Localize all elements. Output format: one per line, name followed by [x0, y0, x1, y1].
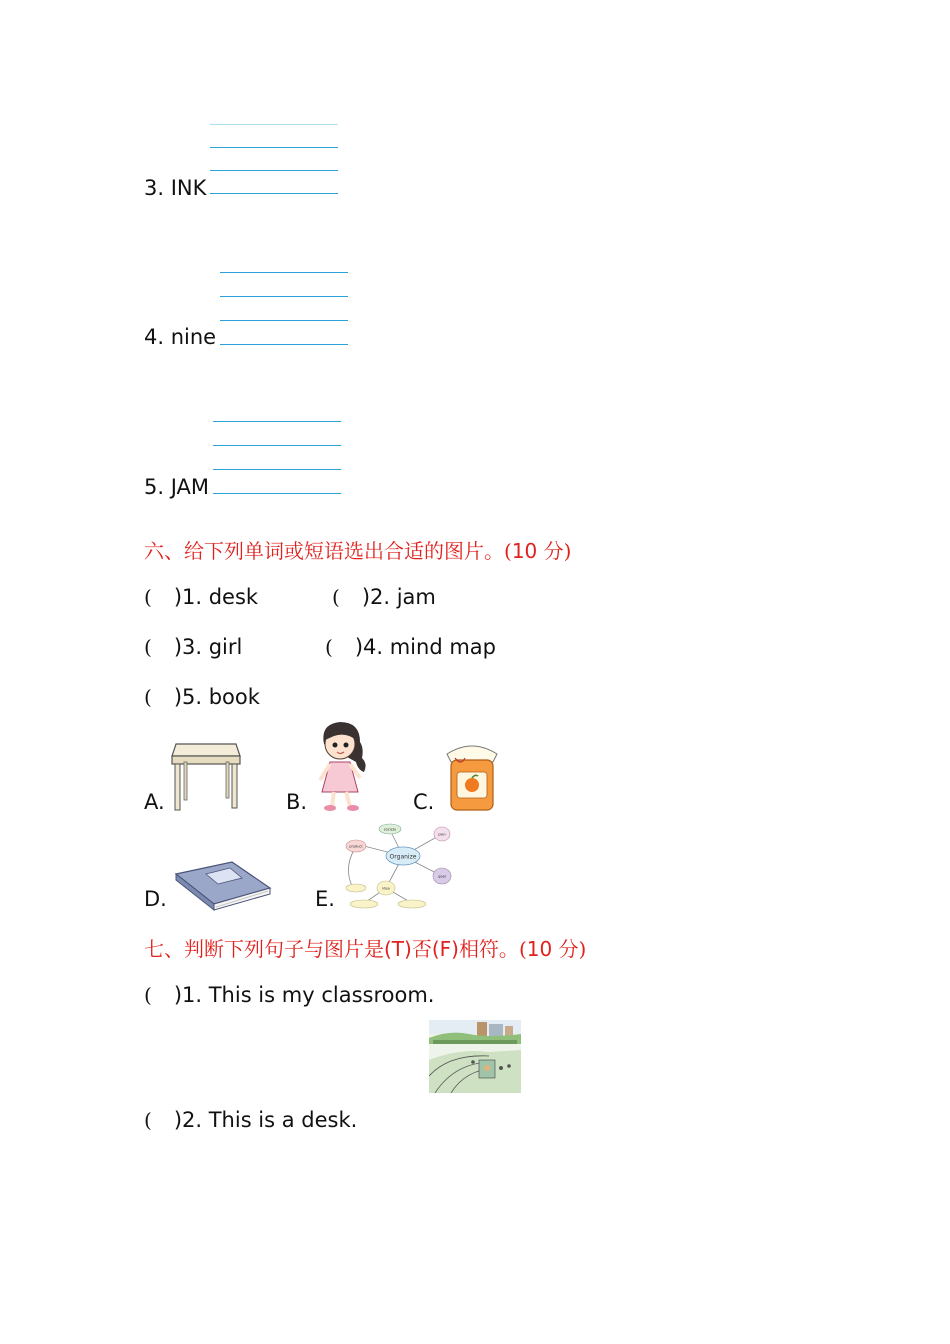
- writing-label: 4. nine: [144, 325, 217, 349]
- s7-item-1: ( )1. This is my classroom.: [144, 983, 435, 1007]
- guide-line: [210, 193, 338, 194]
- school-grounds-picture: [429, 1020, 521, 1093]
- s7-item-2: ( )2. This is a desk.: [144, 1108, 358, 1132]
- option-d-label: D.: [144, 887, 167, 911]
- section6-heading: 六、给下列单词或短语选出合适的图片。(10 分): [144, 539, 572, 563]
- guide-line: [220, 344, 348, 345]
- mindmap-right-top-label: plan: [438, 832, 446, 837]
- section7-heading: 七、判断下列句子与图片是(T)否(F)相符。(10 分): [144, 937, 587, 961]
- s6-item-3: ( )3. girl: [144, 635, 243, 659]
- mind-map-picture: [338, 818, 458, 910]
- guide-line: [210, 170, 338, 171]
- s6-item-2: ( )2. jam: [332, 585, 436, 609]
- mindmap-bottom-label: idea: [382, 886, 390, 891]
- girl-picture: [310, 718, 374, 814]
- guide-line: [210, 147, 338, 148]
- option-e-label: E.: [315, 887, 335, 911]
- mindmap-center-label: Organize: [389, 853, 417, 861]
- writing-label: 3. INK: [144, 176, 207, 200]
- guide-line: [210, 124, 338, 125]
- mindmap-right-label: goal: [438, 874, 446, 879]
- book-picture: [172, 860, 272, 912]
- s6-item-4: ( )4. mind map: [325, 635, 496, 659]
- guide-line: [220, 320, 348, 321]
- mindmap-top-label: society: [383, 827, 397, 832]
- desk-picture: [170, 740, 242, 812]
- option-a-label: A.: [144, 790, 165, 814]
- mindmap-left-label: product: [349, 844, 363, 849]
- guide-line: [213, 445, 341, 446]
- writing-label: 5. JAM: [144, 475, 210, 499]
- guide-line: [213, 493, 341, 494]
- guide-line: [213, 421, 341, 422]
- s6-item-1: ( )1. desk: [144, 585, 259, 609]
- guide-line: [220, 296, 348, 297]
- option-b-label: B.: [286, 790, 308, 814]
- s6-item-5: ( )5. book: [144, 685, 260, 709]
- guide-line: [220, 272, 348, 273]
- option-c-label: C.: [413, 790, 435, 814]
- guide-line: [213, 469, 341, 470]
- jam-jar-picture: [443, 740, 501, 812]
